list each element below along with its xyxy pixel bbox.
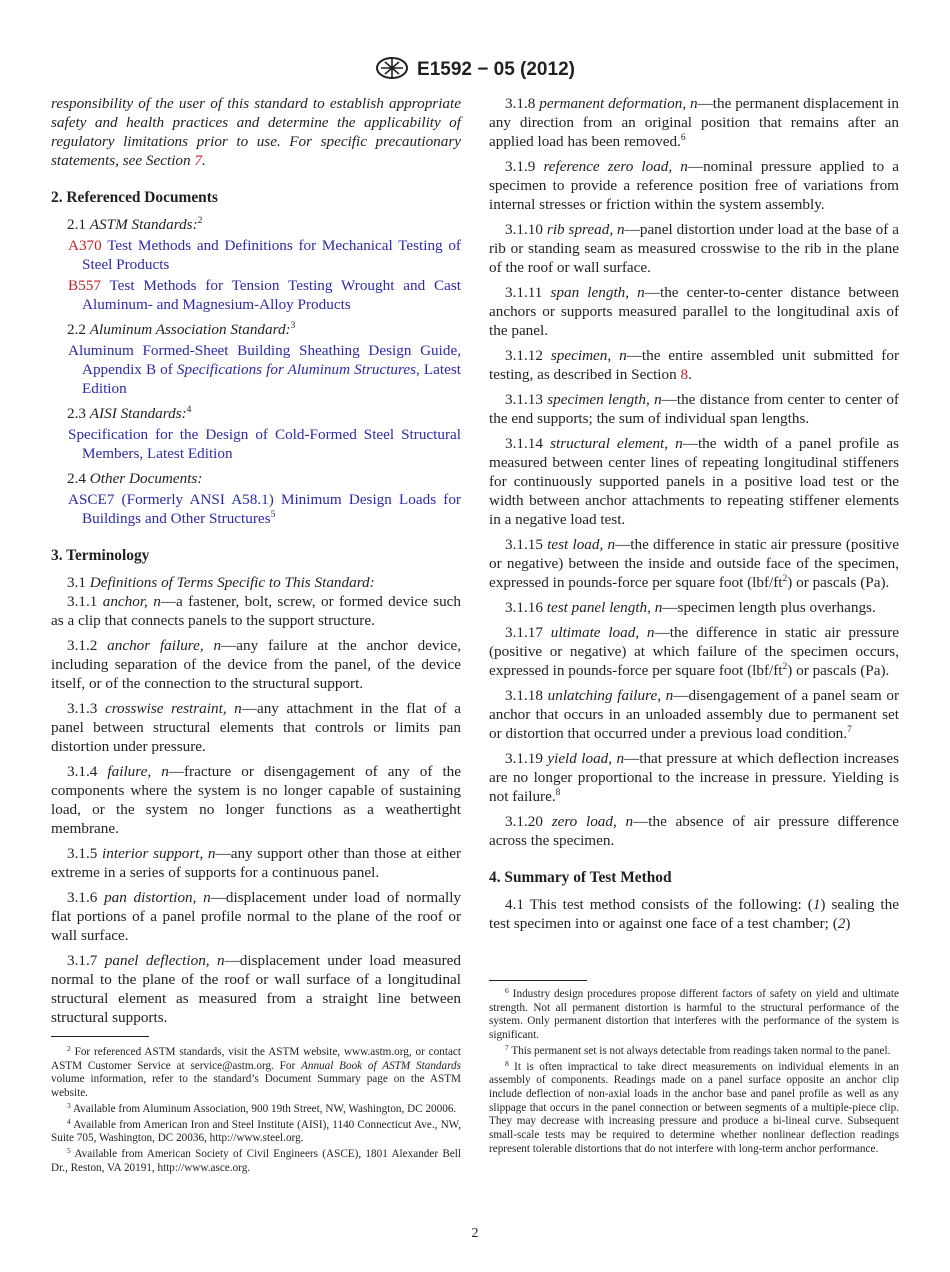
footnote-4: $^4$ Available from American Iron and Steel Institute (AISI), 1140 Connecticut Ave., NW, Suite 705, Washington, DC 20036, http://www.steel.org. (51, 1116, 461, 1145)
left-column (51, 94, 461, 1033)
footnotes-left (51, 1046, 461, 1177)
footnote-divider-right (489, 980, 587, 981)
section-2-heading: 2. Referenced Documents (51, 189, 218, 206)
term-3-1-19: 3.1.19 yield load, n—that pressure at which deflection increases are no longer proportional to the increase in pressure. Yielding is not failure.$^8$ (489, 750, 899, 805)
term-3-1-7: 3.1.7 panel deflection, n—displacement under load measured normal to the plane of the roof or wall surface of a longitudinal structural element as measured from a straight line between structural supports. (51, 952, 462, 1026)
subsection-2-1: 2.1 ASTM Standards:$^2$ (67, 216, 203, 233)
term-3-1-9: 3.1.9 reference zero load, n—nominal pressure applied to a specimen to provide a reference position free of variations from internal stresses or friction within the system assembly. (489, 158, 899, 213)
footnote-5: $^5$ Available from American Society of Civil Engineers (ASCE), 1801 Alexander Bell Dr., Reston, VA 20191, http://www.asce.org. (51, 1145, 461, 1174)
term-3-1-8: 3.1.8 permanent deformation, n—the permanent displacement in any direction from an original position that remains after an applied load has been removed.$^6$ (489, 95, 899, 150)
astm-logo-icon (375, 57, 409, 79)
page-number: 2 (471, 1226, 479, 1241)
footnote-divider-left (51, 1036, 149, 1037)
term-3-1-11: 3.1.11 span length, n—the center-to-center distance between anchors or supports measured parallel to the longitudinal axis of the panel. (489, 284, 900, 339)
reference-b557[interactable]: B557 Test Methods for Tension Testing Wrought and Cast Aluminum- and Magnesium-Alloy Products (68, 277, 461, 313)
reference-asce7[interactable]: ASCE7 (Formerly ANSI A58.1) Minimum Design Loads for Buildings and Other Structures$^5$ (68, 491, 461, 527)
right-column (489, 94, 899, 939)
reference-a370[interactable]: A370 Test Methods and Definitions for Mechanical Testing of Steel Products (68, 237, 461, 273)
intro-paragraph: responsibility of the user of this standard to establish appropriate safety and health practices and determine the applicability of regulatory limitations prior to use. For specific precautionary statements, see Section 7. (51, 95, 461, 169)
term-3-1-4: 3.1.4 failure, n—fracture or disengagement of any of the components where the system is no longer capable of sustaining load, or the system no longer functions as a weathertight membrane. (51, 763, 461, 837)
footnote-8: $^8$ It is often impractical to take direct measurements on individual elements in an assembly of components. Readings made on a panel surface opposite an anchor clip include deflection of non-axial loads in the anchor base and panel profile as well as any slippage that occurs in the panel connection or between segments of a multiple-piece clip. They may decrease with increasing pressure and produce a bi-lineal curve. Subsequent small-scale tests may be required to determine whether nonlinear deflection readings represent tolerable distortions that do not interfere with long-term anchor performance. (489, 1058, 899, 1155)
section-8-link[interactable]: 8 (680, 366, 689, 383)
subsection-3-1: 3.1 Definitions of Terms Specific to This Standard: (67, 574, 375, 591)
footnote-3: $^3$ Available from Aluminum Association, 900 19th Street, NW, Washington, DC 20006. (67, 1100, 457, 1115)
document-number: E1592 − 05 (2012) (417, 59, 575, 80)
page-header (0, 57, 950, 81)
footnote-2: $^2$ For referenced ASTM standards, visit the ASTM website, www.astm.org, or contact ASTM Customer Service at service@astm.org. For Annual Book of ASTM Standards volume information, refer to the standard’s Document Summary page on the ASTM website. (51, 1044, 461, 1100)
term-3-1-16: 3.1.16 test panel length, n—specimen length plus overhangs. (505, 599, 876, 616)
term-3-1-5: 3.1.5 interior support, n—any support other than those at either extreme in a series of supports for a continuous panel. (51, 845, 462, 881)
section-3-heading: 3. Terminology (51, 547, 150, 564)
footnote-6: $^6$ Industry design procedures propose different factors of safety on yield and ultimate strength. Not all permanent distortion is harmful to the structural performance of the system. Only permanent distortion that interferes with the performance of the system is significant. (489, 986, 899, 1042)
paragraph-4-1: 4.1 This test method consists of the following: (1) sealing the test specimen into or against one face of a test chamber; (2) (489, 896, 899, 932)
term-3-1-10: 3.1.10 rib spread, n—panel distortion under load at the base of a rib or standing seam as measured crosswise to the rib in the plane of the roof or wall surface. (489, 221, 899, 276)
reference-aisi[interactable]: Specification for the Design of Cold-Formed Steel Structural Members, Latest Edition (68, 426, 461, 462)
subsection-2-2: 2.2 Aluminum Association Standard:$^3$ (67, 321, 296, 338)
term-3-1-15: 3.1.15 test load, n—the difference in static air pressure (positive or negative) between the inside and outside face of the specimen, expressed in pounds-force per square foot $(lbf/ft^2)$ or pascals (Pa). (489, 536, 900, 591)
section-7-link[interactable]: 7 (194, 152, 202, 169)
subsection-2-4: 2.4 Other Documents: (67, 470, 203, 487)
term-3-1-18: 3.1.18 unlatching failure, n—disengagement of a panel seam or anchor that occurs in an unloaded assembly due to permanent set or distortion that occurred under a previous load condition.$^7$ (489, 687, 900, 742)
reference-aluminum-guide[interactable]: Aluminum Formed-Sheet Building Sheathing Design Guide, Appendix B of Specifications for Aluminum Structures, Latest Edition (68, 342, 462, 397)
footnotes-right (489, 988, 899, 1158)
term-3-1-6: 3.1.6 pan distortion, n—displacement under load of normally flat portions of a panel profile normal to the plane of the roof or wall surface. (51, 889, 462, 944)
term-3-1-12: 3.1.12 specimen, n—the entire assembled unit submitted for testing, as described in Section 8. (489, 347, 900, 383)
footnote-7: $^7$ This permanent set is not always detectable from readings taken normal to the panel. (505, 1042, 891, 1057)
term-3-1-17: 3.1.17 ultimate load, n—the difference in static air pressure (positive or negative) at which failure of the specimen occurs, expressed in pounds-force per square foot $(lbf/ft^2)$ or pascals (Pa). (489, 624, 900, 679)
section-4-heading: 4. Summary of Test Method (489, 869, 672, 886)
term-3-1-20: 3.1.20 zero load, n—the absence of air pressure difference across the specimen. (489, 813, 899, 849)
term-3-1-3: 3.1.3 crosswise restraint, n—any attachment in the flat of a panel between structural elements that controls or limits pan distortion under pressure. (51, 700, 461, 755)
term-3-1-14: 3.1.14 structural element, n—the width of a panel profile as measured between center lines of repeating longitudinal stiffeners for continuously supported panels in a positive load test or the width between anchor attachments to repeating stiffener elements in a negative load test. (489, 435, 900, 528)
term-3-1-2: 3.1.2 anchor failure, n—any failure at the anchor device, including separation of the device from the panel, of the device itself, or of the connection to the structural support. (51, 637, 461, 692)
subsection-2-3: 2.3 AISI Standards:$^4$ (67, 405, 192, 422)
term-3-1-13: 3.1.13 specimen length, n—the distance from center to center of the end supports; the sum of individual span lengths. (489, 391, 899, 427)
term-3-1-1: 3.1.1 anchor, n—a fastener, bolt, screw, or formed device such as a clip that connects panels to the support structure. (51, 593, 461, 629)
